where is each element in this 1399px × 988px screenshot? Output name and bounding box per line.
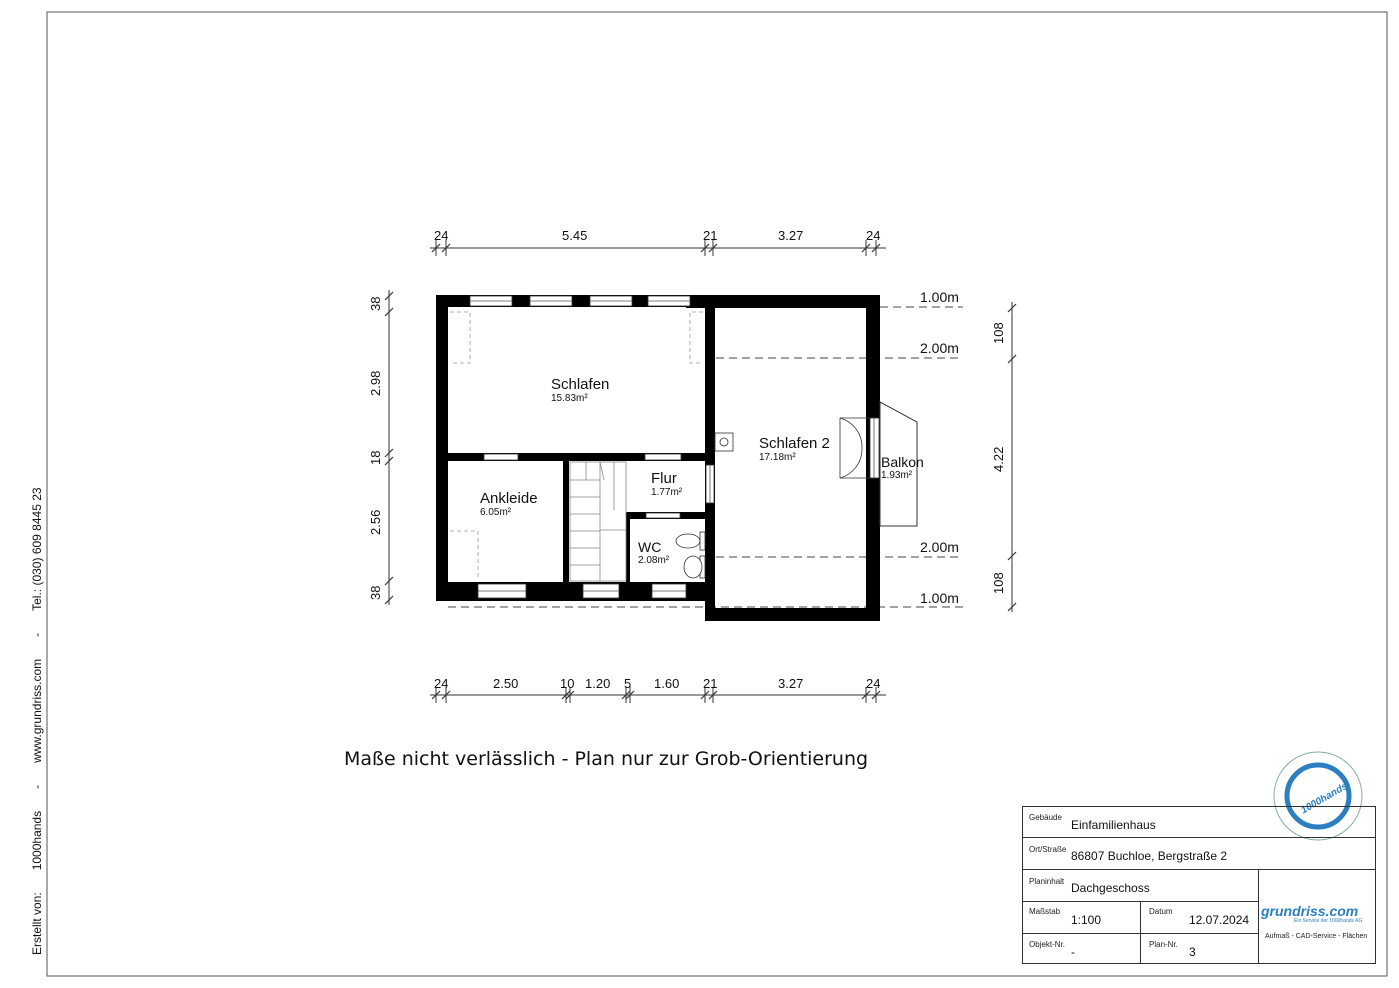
grundriss-logo: grundriss.com [1261, 903, 1359, 919]
height-label-0: 1.00m [920, 289, 959, 305]
dim-left-2: 18 [368, 450, 383, 465]
side-created-by: Erstellt von: [30, 892, 44, 955]
dim-right-1: 4.22 [991, 446, 1006, 472]
room-name-schlafen-2: Schlafen 2 [759, 435, 830, 452]
dim-left-0: 38 [368, 296, 383, 311]
dim-bottom-5: 1.60 [654, 676, 680, 691]
side-sep-1: - [30, 784, 44, 789]
dim-bottom-4: 5 [624, 676, 632, 691]
dim-top-4: 24 [866, 228, 881, 243]
dim-bottom-7: 3.27 [778, 676, 804, 691]
dim-bottom-3: 1.20 [585, 676, 611, 691]
side-author: 1000hands [30, 810, 44, 871]
massstab-label: Maßstab [1029, 907, 1061, 916]
objekt-label: Objekt-Nr. [1029, 940, 1066, 949]
height-label-3: 1.00m [920, 590, 959, 606]
dim-bottom-0: 24 [434, 676, 449, 691]
staircase [570, 462, 626, 581]
height-label-1: 2.00m [920, 340, 959, 356]
dim-bottom-6: 21 [703, 676, 718, 691]
ort-label: Ort/Straße [1029, 845, 1067, 854]
datum-value: 12.07.2024 [1189, 913, 1250, 927]
room-area-schlafen-2: 17.18m² [759, 452, 796, 463]
planinhalt-value: Dachgeschoss [1071, 881, 1150, 895]
dim-top-2: 21 [703, 228, 718, 243]
gebaeude-value: Einfamilienhaus [1071, 818, 1156, 832]
dim-left-3: 2.56 [368, 509, 383, 535]
dim-left-1: 2.98 [368, 370, 383, 396]
objekt-value: - [1071, 945, 1075, 959]
dim-top-3: 3.27 [778, 228, 804, 243]
disclaimer-note: Maße nicht verlässlich - Plan nur zur Grob-Orientierung [344, 748, 869, 770]
ort-value: 86807 Buchloe, Bergstraße 2 [1071, 849, 1228, 863]
dim-top-1: 5.45 [562, 228, 588, 243]
room-area-balkon: 1.93m² [881, 470, 913, 481]
plan-label: Plan-Nr. [1149, 940, 1178, 949]
gebaeude-label: Gebäude [1029, 813, 1062, 822]
room-name-balkon: Balkon [881, 454, 924, 470]
plan-value: 3 [1189, 945, 1196, 959]
title-block [1022, 806, 1376, 964]
dim-left-4: 38 [368, 585, 383, 600]
room-name-schlafen: Schlafen [551, 376, 610, 393]
dim-top-0: 24 [434, 228, 449, 243]
height-label-2: 2.00m [920, 539, 959, 555]
services-text: Aufmaß - CAD-Service - Flächen [1265, 933, 1368, 940]
side-sep-2: - [30, 632, 44, 637]
room-name-wc: WC [638, 539, 662, 555]
dim-bottom-1: 2.50 [493, 676, 519, 691]
room-area-ankleide: 6.05m² [480, 507, 512, 518]
stamp-text: 1000hands [1299, 780, 1350, 817]
room-area-schlafen: 15.83m² [551, 393, 588, 404]
room-area-wc: 2.08m² [638, 555, 670, 566]
dimension-lines [385, 240, 1016, 703]
dim-right-0: 108 [991, 322, 1006, 344]
dim-bottom-2: 10 [560, 676, 575, 691]
massstab-value: 1:100 [1071, 913, 1102, 927]
side-credits [30, 465, 44, 955]
room-area-flur: 1.77m² [651, 487, 683, 498]
balcony-door [840, 418, 870, 478]
planinhalt-label: Planinhalt [1029, 877, 1065, 886]
dim-bottom-8: 24 [866, 676, 881, 691]
room-name-flur: Flur [651, 470, 677, 487]
grundriss-logo-sub: Ein Service der 1000hands AG [1294, 918, 1363, 924]
dim-right-2: 108 [991, 572, 1006, 594]
datum-label: Datum [1149, 907, 1173, 916]
side-website: www.grundriss.com [30, 658, 44, 763]
room-name-ankleide: Ankleide [480, 490, 538, 507]
wc-fixtures [676, 532, 705, 578]
side-phone: Tel.: (030) 609 8445 23 [30, 487, 44, 611]
